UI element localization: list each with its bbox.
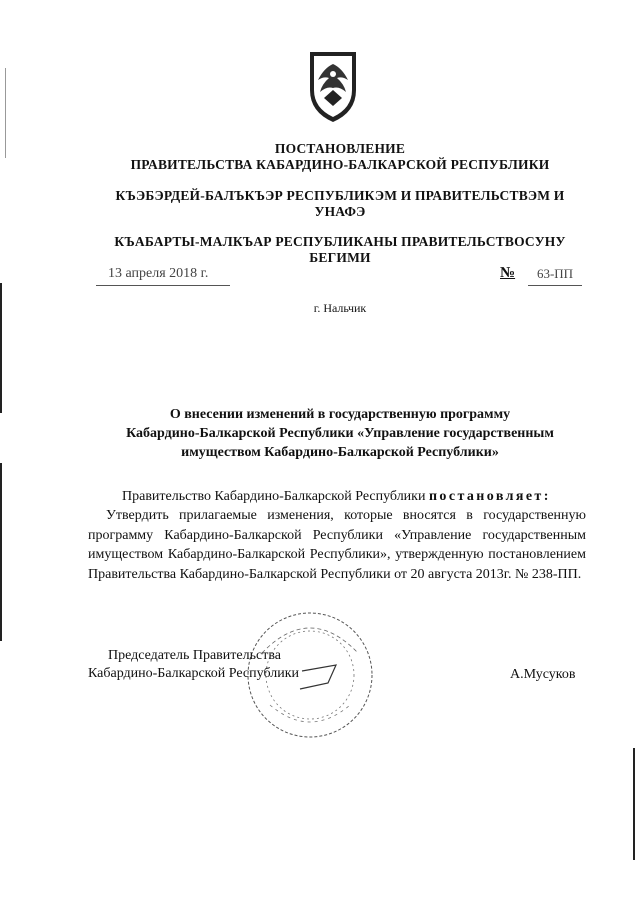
scan-edge-mark bbox=[0, 283, 2, 413]
title-line-3: имуществом Кабардино-Балкарской Республики» bbox=[181, 445, 499, 460]
title-line-2: Кабардино-Балкарской Республики «Управление государственным bbox=[126, 426, 554, 441]
intro-text: Правительство Кабардино-Балкарской Республики bbox=[122, 489, 426, 504]
title-line-1: О внесении изменений в государственную программу bbox=[169, 407, 511, 422]
scan-edge-mark bbox=[5, 68, 6, 158]
document-title bbox=[80, 405, 600, 462]
kabardian-heading-line2: УНАФЭ bbox=[314, 204, 366, 219]
resolves-word: постановляет: bbox=[428, 489, 551, 504]
city: г. Нальчик bbox=[313, 301, 367, 315]
balkar-heading-line2: БЕГИМИ bbox=[309, 250, 371, 265]
scan-edge-mark bbox=[0, 463, 2, 641]
doc-type-heading: ПОСТАНОВЛЕНИЕ bbox=[274, 141, 406, 156]
document-number: 63-ПП bbox=[528, 263, 582, 286]
scan-edge-mark bbox=[633, 748, 635, 860]
signatory-title-line1: Председатель Правительства bbox=[108, 648, 281, 663]
number-label: № bbox=[500, 265, 516, 281]
resolution-body: Утвердить прилагаемые изменения, которые вносятся в государственную программу Кабардино-Балкарской Республики «Управление государственным имуществом Кабардино-Балкарской Республики», утвержденную постановлением Правительства Кабардино-Балкарской Республики от 20 августа 2013г. № 238-ПП. bbox=[88, 508, 586, 582]
resolution-intro bbox=[88, 487, 586, 507]
document-date: 13 апреля 2018 г. bbox=[96, 263, 230, 286]
signatory-name: А.Мусуков bbox=[510, 667, 576, 682]
signatory-title-line2: Кабардино-Балкарской Республики bbox=[88, 666, 299, 681]
kabardian-heading-line1: КЪЭБЭРДЕЙ-БАЛЪКЪЭР РЕСПУБЛИКЭМ И ПРАВИТЕЛЬСТВЭМ И bbox=[115, 188, 565, 203]
balkar-heading-line1: КЪАБАРТЫ-МАЛКЪАР РЕСПУБЛИКАНЫ ПРАВИТЕЛЬСТВОСУНУ bbox=[114, 234, 566, 249]
coat-of-arms-icon bbox=[302, 46, 364, 124]
government-heading: ПРАВИТЕЛЬСТВА КАБАРДИНО-БАЛКАРСКОЙ РЕСПУБЛИКИ bbox=[130, 157, 550, 172]
